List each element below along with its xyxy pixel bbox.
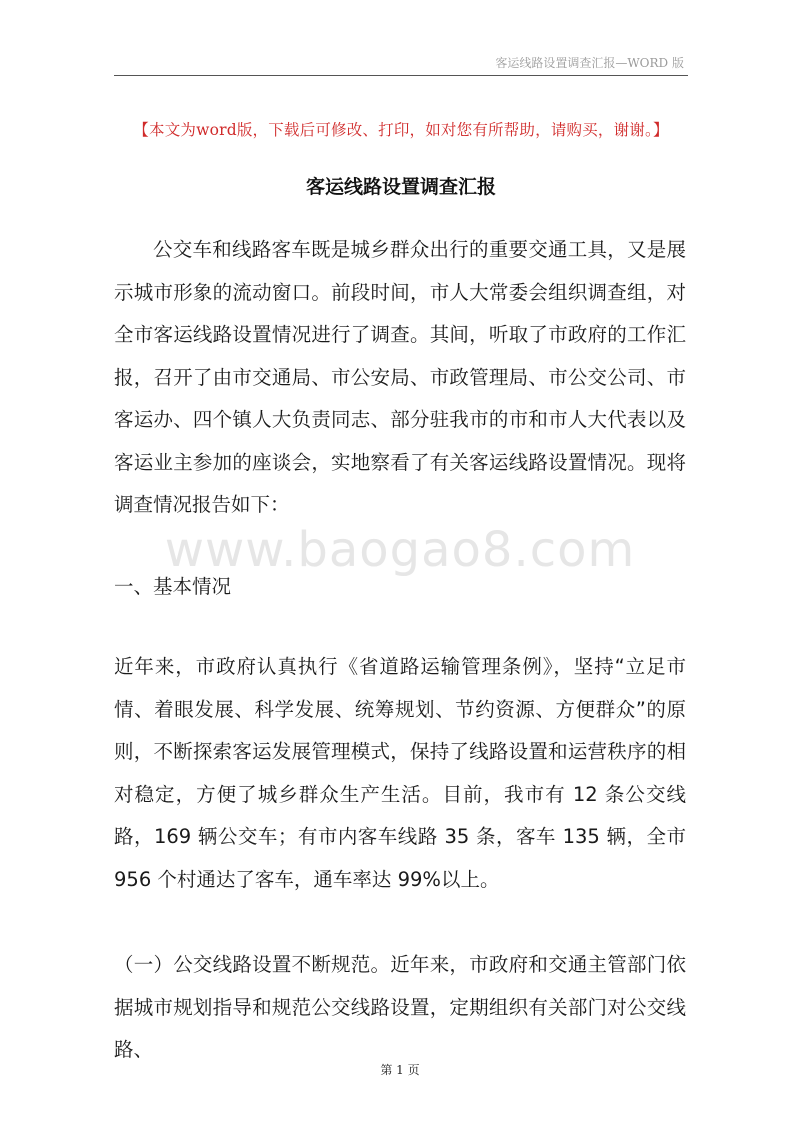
page-number: 第 1 页 [380,1063,420,1077]
purchase-notice: 【本文为word版，下载后可修改、打印，如对您有所帮助，请购买，谢谢。】 [133,121,669,139]
section-heading: 一、基本情况 [114,575,232,598]
header-divider [114,75,688,76]
subsection-paragraph: （一）公交线路设置不断规范。近年来，市政府和交通主管部门依据城市规划指导和规范公交线路设置，定期组织有关部门对公交线路、 [114,953,686,1061]
watermark: www.baogao8.com [164,522,636,578]
section-body-paragraph: 近年来，市政府认真执行《省道路运输管理条例》，坚持“立足市情、着眼发展、科学发展、统筹规划、节约资源、方便群众”的原则，不断探索客运发展管理模式，保持了线路设置和运营秩序的相对稳定，方便了城乡群众生产生活。目前，我市有 12 条公交线路，169 辆公交车；有市内客车线路 35 条，客车 135 辆，全市 956 个村通达了客车，通车率达 99%以上。 [114,655,686,891]
header-title: 客运线路设置调查汇报—WORD 版 [495,56,684,70]
intro-paragraph: 公交车和线路客车既是城乡群众出行的重要交通工具，又是展示城市形象的流动窗口。前段时间，市人大常委会组织调查组，对全市客运线路设置情况进行了调查。其间，听取了市政府的工作汇报，召开了由市交通局、市公安局、市政管理局、市公交公司、市客运办、四个镇人大负责同志、部分驻我市的市和市人大代表以及客运业主参加的座谈会，实地察看了有关客运线路设置情况。现将调查情况报告如下： [114,238,686,516]
document-title: 客运线路设置调查汇报 [305,176,496,198]
